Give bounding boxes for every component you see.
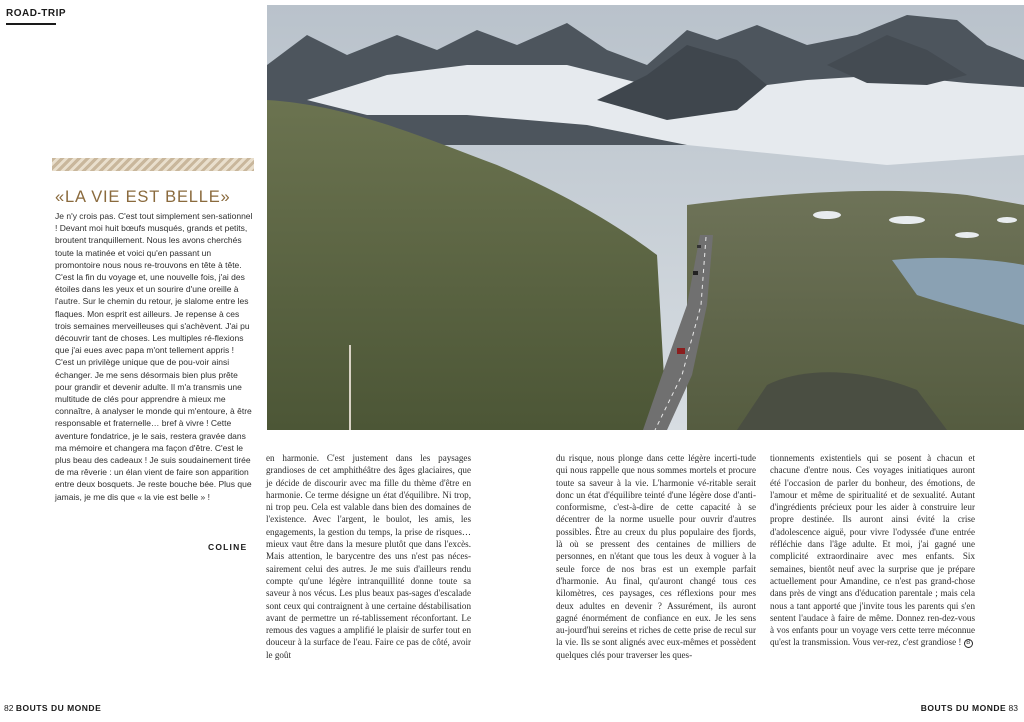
end-mark-icon: B — [964, 639, 973, 648]
footer-brand-left: BOUTS DU MONDE — [15, 703, 102, 713]
section-tag: ROAD-TRIP — [6, 8, 67, 19]
right-page-number: 83 — [1008, 703, 1018, 713]
mountain-road-illustration — [267, 5, 1024, 430]
article-column-2 — [556, 452, 756, 661]
article-col3-text — [770, 452, 975, 649]
section-rule — [6, 23, 56, 25]
sidebar-title: «LA VIE EST BELLE» — [55, 188, 231, 206]
footer-brand-right: BOUTS DU MONDE — [920, 703, 1007, 713]
sidebar-paragraph: Je n'y crois pas. C'est tout simplement sen-sationnel ! Devant moi huit bœufs musqués, grands et petits, broutent tranquillement. Nous les avons cherchés toute la matinée et voici qu'en passant un promontoire nous nous re-trouvons en tête à tête. C'est la fin du voyage et, une nouvelle fois, j'ai des étoiles dans les yeux et un sourire d'une oreille à l'autre. Sur le chemin du retour, je slalome entre les flaques. Mon esprit est ailleurs. Je repense à ces trois semaines merveilleuses qui s'achèvent. J'ai pu découvrir tant de choses. Les multiples ré-flexions que j'ai eues avec papa m'ont tellement appris ! C'est un privilège unique que de pou-voir ainsi échanger. Je me sens désormais bien plus prête pour grandir et devenir adulte. Il m'a transmis une multitude de clés pour apprendre à mieux me connaître, à analyser le monde qui m'entoure, à être responsable et fraternelle… bref à vivre ! Cette aventure fondatrice, je le sais, restera gravée dans ma mémoire et changera ma façon d'être. C'est le plus beau des cadeaux ! Je suis soudainement tirée de ma rêverie : un élan vient de faire son apparition entre deux bosquets. Je reste bouche bée. Plus que jamais, je me dis que « la vie est belle » ! — [55, 211, 253, 502]
mountain-road-photo — [267, 5, 1024, 430]
folio-right — [921, 703, 1018, 713]
sidebar-text — [55, 210, 255, 503]
article-col1-text: en harmonie. C'est justement dans les paysages grandioses de cet amphithéâtre des âges glaciaires, que je décide de discourir avec ma fille du thème d'être en harmonie. Ce terme désigne un état d'équilibre. Ni trop, ni trop peu. Cela est valable dans bien des domaines de l'existence. Avec l'argent, le boulot, les amis, les engagements, la gestion du temps, la prise de risques… mieux vaut être dans la mesure plutôt que dans l'excès. Mais attention, le barycentre des uns n'est pas néces-sairement celui des autres. Je me suis d'ailleurs rendu compte qu'une légère intranquillité donne toute sa saveur à nos vécus. Les plus beaux pas-sages d'escalade sont ceux qui contraignent à une certaine déstabilisation avant de permettre un ré-tablissement réconfortant. Le remous des vagues a amplifié le plaisir de surfer tout en douceur à la surface de l'eau. Faire ce pas de côté, avoir le goût — [266, 453, 471, 660]
folio-left — [4, 703, 101, 713]
article-column-1 — [266, 452, 471, 661]
article-col2-text: du risque, nous plonge dans cette légère incerti-tude qui nous rappelle que nous sommes mortels et procure toute sa saveur à la vie. L'harmonie vé-ritable serait donc un état d'équilibre teinté d'une légère dose d'anti-conformisme, c'est-à-dire de cette capacité à se décentrer de la norme usuelle pour ouvrir d'autres possibles. Être au creux du plus populaire des fjords, là où se pressent des centaines de milliers de personnes, en n'étant que tous les deux à voguer à la seule force de nos bras est un exemple parfait d'harmonie. Au final, qu'auront changé tous ces kilomètres, ces paysages, ces réflexions pour mes deux adultes en devenir ? Assurément, ils auront gagné énormément de confiance en eux. Je les sens au-jourd'hui sereins et riches de cette prise de recul sur la vie. Ils se sont alignés avec eux-mêmes et possèdent quelques clés pour traverser les ques- — [556, 453, 756, 660]
left-page-number: 82 — [4, 703, 14, 713]
article-col3-body: tionnements existentiels qui se posent à chacun et chacune d'entre nous. Ces voyages initiatiques auront été l'occasion de parler du bonheur, des émotions, de l'amour et même de spiritualité et de sexualité. Autant d'ingrédients précieux pour les aider à construire leur propre destinée. Ils auront ainsi évité la crise d'adolescence aiguë, pour vivre l'odyssée d'une entrée réfléchie dans l'âge adulte. Et moi, j'ai gagné une complicité extraordinaire avec mes enfants. Six semaines, bientôt neuf avec la surprise que je prépare actuellement pour Amandine, ce n'est pas grand-chose dans près de vingt ans d'éducation parentale ; mais cela nous a tant apporté que j'invite tous les parents qui s'en sentent l'audace à faire de même. Donnez ren-dez-vous à vos enfants pour un voyage vers cette terre méconnue qu'est la transmission. Vous ver-rez, c'est grandiose ! — [770, 453, 975, 648]
decorative-pattern-band — [52, 158, 254, 171]
sidebar-signature: COLINE — [208, 542, 248, 552]
article-column-3 — [770, 452, 975, 649]
